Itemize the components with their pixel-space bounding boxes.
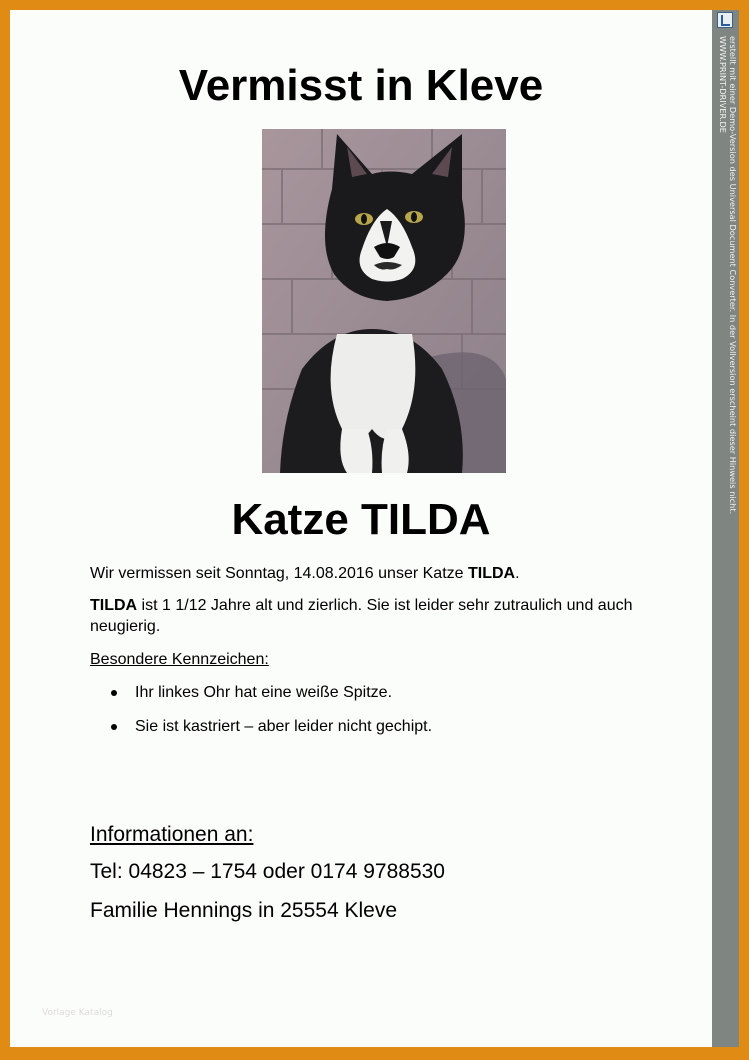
converter-demo-note [718,36,738,514]
contact-heading: Informationen an: [90,823,254,846]
features-list [90,682,660,750]
description-text: ist 1 1/12 Jahre alt und zierlich. Sie ist leider sehr zutraulich und auch neugierig. [90,597,633,635]
converter-logo-icon [717,12,733,28]
intro-prefix: Wir vermissen seit Sonntag, 14.08.2016 unser Katze [90,565,468,582]
contact-phone: Tel: 04823 – 1754 oder 0174 9788530 [90,860,445,883]
converter-demo-note-line1: erstellt mit einer Demo-Version des Universal Document Converter. In der Vollversion erscheint dieser Hinweis nicht. [728,36,738,515]
feature-item: Sie ist kastriert – aber leider nicht gechipt. [90,716,660,737]
feature-item: Ihr linkes Ohr hat eine weiße Spitze. [90,682,660,703]
intro-suffix: . [515,565,520,582]
converter-demo-note-line2: WWW.PRINT-DRIVER.DE [718,36,728,133]
poster-title: Vermisst in Kleve [178,61,544,110]
features-heading: Besondere Kennzeichen: [90,651,269,668]
intro-cat-name: TILDA [467,565,516,582]
intro-paragraph [90,563,660,584]
description-paragraph [90,595,660,637]
watermark-text: Vorlage Katalog [42,1008,113,1018]
description-cat-name: TILDA [90,597,138,614]
cat-name-heading: Katze TILDA [231,495,491,544]
cat-photo [262,129,506,473]
contact-family: Familie Hennings in 25554 Kleve [90,899,398,922]
